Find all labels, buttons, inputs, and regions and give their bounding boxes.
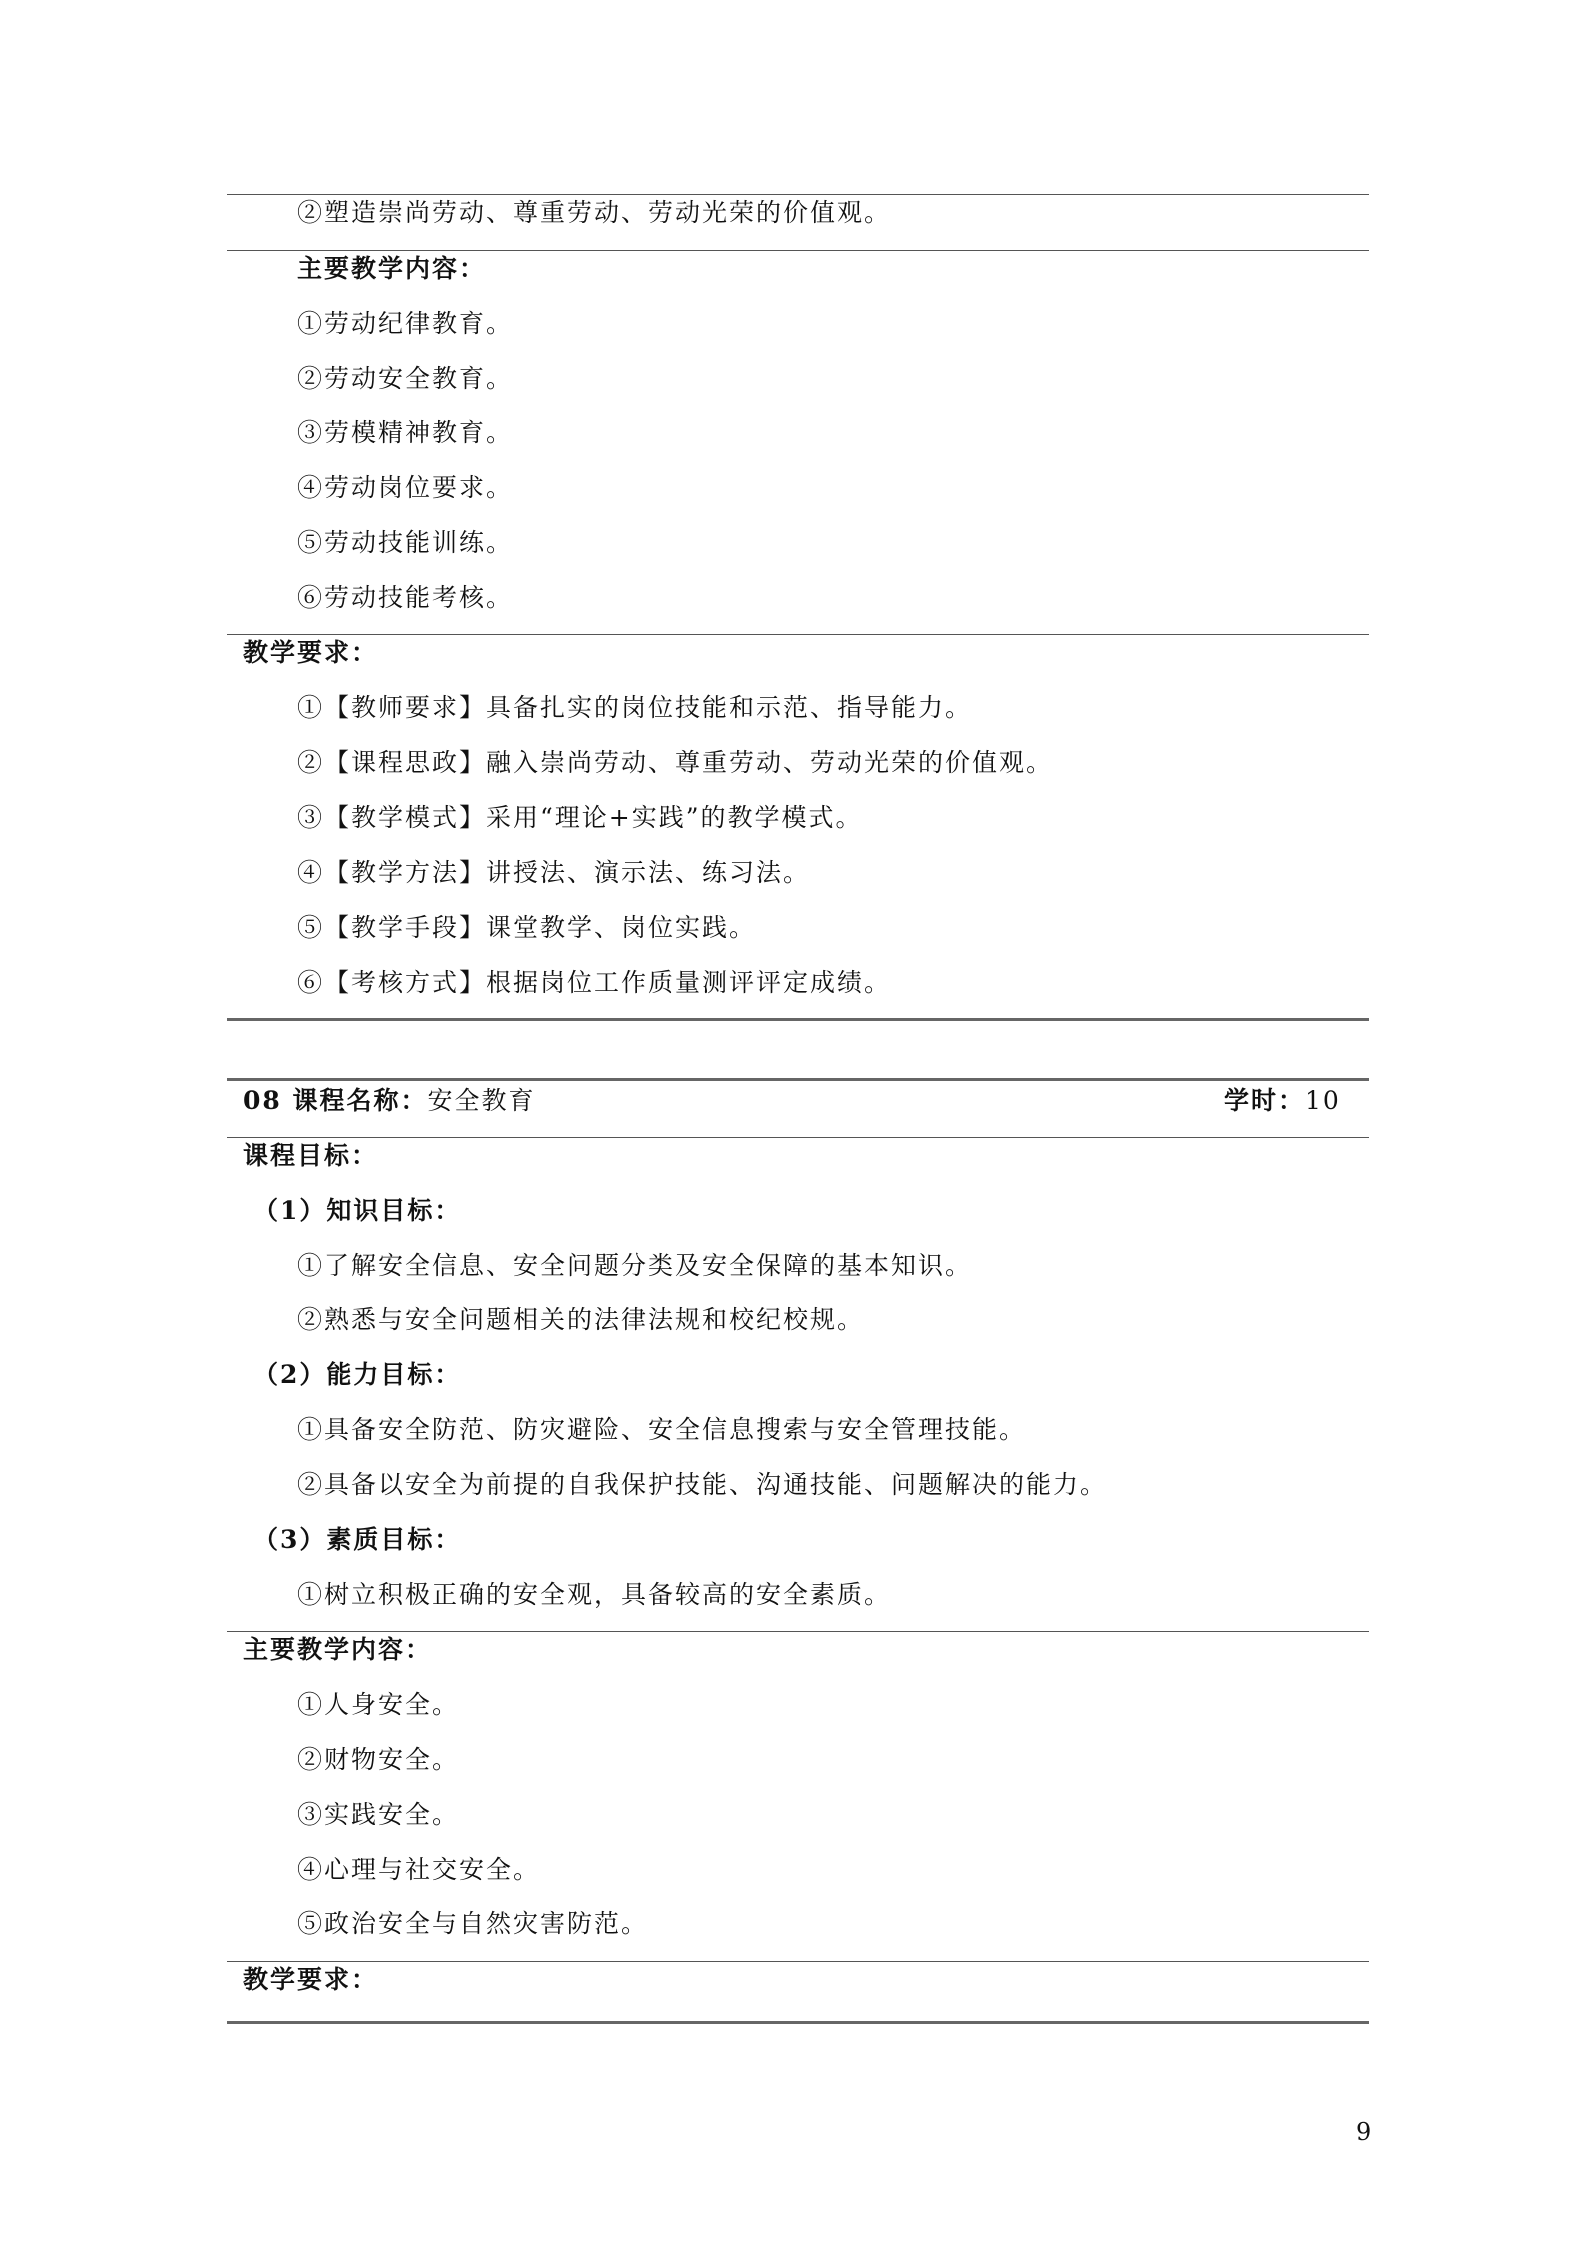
ability-goal-title: （2）能力目标： — [253, 1360, 462, 1389]
course-title-line — [243, 1085, 536, 1117]
quality-goal-title: （3）素质目标： — [253, 1525, 462, 1554]
requirement-item: ④【教学方法】讲授法、演示法、练习法。 — [297, 858, 811, 887]
requirement-item: ②【课程思政】融入崇尚劳动、尊重劳动、劳动光荣的价值观。 — [297, 748, 1054, 777]
content-item: ①劳动纪律教育。 — [297, 309, 514, 338]
knowledge-goal-item: ①了解安全信息、安全问题分类及安全保障的基本知识。 — [297, 1251, 973, 1280]
content-item: ②劳动安全教育。 — [297, 364, 514, 393]
content-item: ⑤政治安全与自然灾害防范。 — [297, 1909, 649, 1938]
hours-value: 10 — [1305, 1086, 1341, 1115]
table-rule — [227, 1961, 1369, 1962]
content-item: ③劳模精神教育。 — [297, 418, 514, 447]
requirement-item: ⑥【考核方式】根据岗位工作质量测评评定成绩。 — [297, 968, 892, 997]
ability-goal-item: ①具备安全防范、防灾避险、安全信息搜索与安全管理技能。 — [297, 1415, 1027, 1444]
content-item: ⑤劳动技能训练。 — [297, 528, 514, 557]
requirement-item: ①【教师要求】具备扎实的岗位技能和示范、指导能力。 — [297, 693, 973, 722]
requirements-title: 教学要求： — [243, 1965, 379, 1994]
content-item: ⑥劳动技能考核。 — [297, 583, 514, 612]
ability-goal-item: ②具备以安全为前提的自我保护技能、沟通技能、问题解决的能力。 — [297, 1470, 1108, 1499]
table-bottom-rule — [227, 2021, 1369, 2024]
content-title: 主要教学内容： — [297, 254, 487, 283]
requirement-item: ⑤【教学手段】课堂教学、岗位实践。 — [297, 913, 757, 942]
table-top-rule — [227, 1078, 1369, 1081]
table-rule — [227, 250, 1369, 251]
content-item: ④心理与社交安全。 — [297, 1855, 541, 1884]
table-bottom-rule — [227, 1018, 1369, 1021]
content-item: ③实践安全。 — [297, 1800, 460, 1829]
quality-goal-item: ②塑造崇尚劳动、尊重劳动、劳动光荣的价值观。 — [297, 198, 892, 227]
content-item: ①人身安全。 — [297, 1690, 460, 1719]
course-name-label: 08 课程名称： — [243, 1086, 428, 1115]
table-rule — [227, 634, 1369, 635]
hours-label: 学时： — [1224, 1086, 1306, 1115]
course-name: 安全教育 — [427, 1086, 536, 1115]
knowledge-goal-title: （1）知识目标： — [253, 1196, 462, 1225]
requirement-item: ③【教学模式】采用“理论+实践”的教学模式。 — [297, 803, 863, 832]
table-rule — [227, 1137, 1369, 1138]
course-hours — [1224, 1085, 1341, 1117]
quality-goal-item: ①树立积极正确的安全观，具备较高的安全素质。 — [297, 1580, 892, 1609]
goal-title: 课程目标： — [243, 1141, 379, 1170]
content-item: ④劳动岗位要求。 — [297, 473, 514, 502]
requirements-title: 教学要求： — [243, 638, 379, 667]
content-title: 主要教学内容： — [243, 1635, 433, 1664]
table-rule — [227, 1631, 1369, 1632]
content-item: ②财物安全。 — [297, 1745, 460, 1774]
knowledge-goal-item: ②熟悉与安全问题相关的法律法规和校纪校规。 — [297, 1305, 865, 1334]
table-rule — [227, 194, 1369, 195]
page-number: 9 — [1356, 2118, 1372, 2146]
